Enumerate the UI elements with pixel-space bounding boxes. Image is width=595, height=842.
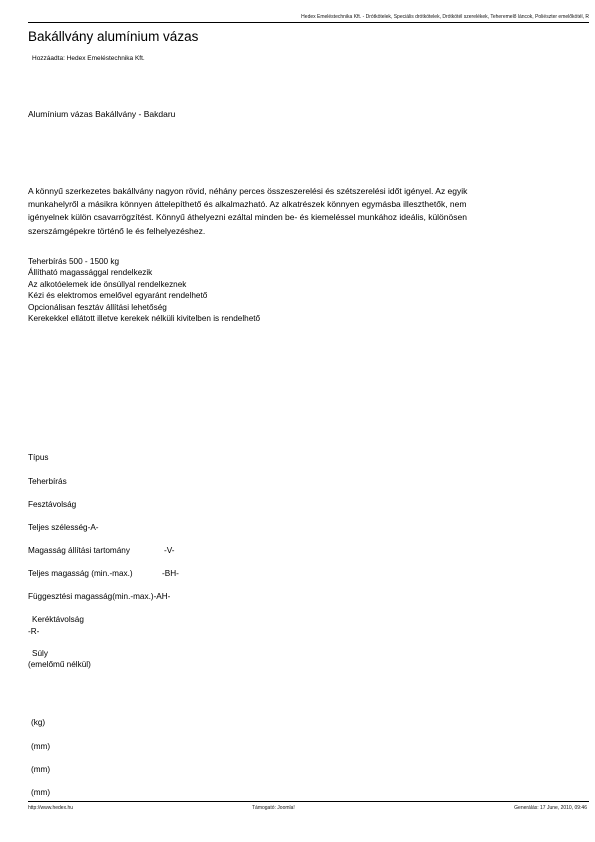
description-line: A könnyű szerkezetes bakállvány nagyon rövid, néhány perces összeszerelési és szétszerelési időt igényel. Az egyik — [28, 186, 468, 196]
footer-powered-by: Támogató: Joomla! — [252, 805, 295, 811]
feature-item: Állítható magassággal rendelkezik — [28, 268, 153, 278]
spec-label-tipus: Típus — [28, 453, 49, 462]
spec-label-teljes-szelesseg: Teljes szélesség-A- — [28, 523, 99, 532]
spec-code-bh: -BH- — [162, 569, 179, 578]
unit-mm: (mm) — [31, 765, 51, 774]
spec-note-suly: (emelőmű nélkül) — [28, 660, 91, 669]
description-paragraph — [28, 185, 548, 238]
spec-label-suly: Súly — [32, 649, 48, 658]
spec-code-v: -V- — [164, 546, 175, 555]
feature-item: Teherbírás 500 - 1500 kg — [28, 257, 120, 266]
feature-item: Kézi és elektromos emelővel egyaránt rendelhető — [28, 291, 208, 301]
spec-code-r: -R- — [28, 627, 40, 636]
spec-label-kerektavolsag: Keréktávolság — [32, 615, 84, 624]
unit-kg: (kg) — [31, 718, 46, 727]
footer-generated-date: Generálás: 17 June, 2010, 09:46 — [514, 805, 587, 811]
footer-divider — [28, 801, 589, 802]
article-subtitle: Alumínium vázas Bakállvány - Bakdaru — [28, 109, 176, 119]
feature-item: Kerekekkel ellátott illetve kerekek nélküli kivitelben is rendelhető — [28, 314, 261, 324]
feature-list — [28, 256, 260, 324]
spec-label-fuggesztesi: Függesztési magasság(min.-max.)-AH- — [28, 592, 171, 601]
header-divider — [28, 22, 589, 23]
spec-label-teljes-magassag: Teljes magasság (min.-max.) — [28, 569, 133, 578]
spec-label-magassag-allitasi: Magasság állítási tartomány — [28, 546, 130, 555]
description-line: szerszámgépekre történő le és felhelyezéshez. — [28, 225, 206, 236]
author-line: Hozzáadta: Hedex Emeléstechnika Kft. — [32, 55, 145, 62]
feature-item: Az alkotóelemek ide önsúllyal rendelkeznek — [28, 279, 187, 289]
spec-label-teherbiras: Teherbírás — [28, 477, 67, 486]
spec-label-fesztavolsag: Fesztávolság — [28, 500, 77, 509]
description-line: munkahelyről a másikra könnyen áttelepíthető és alkalmazható. Az alkatrészek könnyen egymásba illeszthetők, nem — [28, 199, 467, 210]
unit-mm: (mm) — [31, 742, 51, 751]
feature-item: Opcionálisan fesztáv állítási lehetőség — [28, 302, 167, 312]
header-breadcrumb: Hedex Emeléstechnika Kft. - Drótkötelek, Speciális drótkötelek, Drótkötél szerelékek, Teheremelő láncok, Poliészter emelőkötél, R — [301, 14, 589, 20]
page-title: Bakállvány alumínium vázas — [28, 29, 199, 44]
description-line: igényelnek külön csavarrögzítést. Könnyű áthelyezni ezáltal minden be- és kiemeléssel munkához ideális, különösen — [28, 212, 467, 223]
footer-url-link[interactable]: http://www.hedex.hu — [28, 805, 74, 811]
unit-mm: (mm) — [31, 788, 51, 797]
